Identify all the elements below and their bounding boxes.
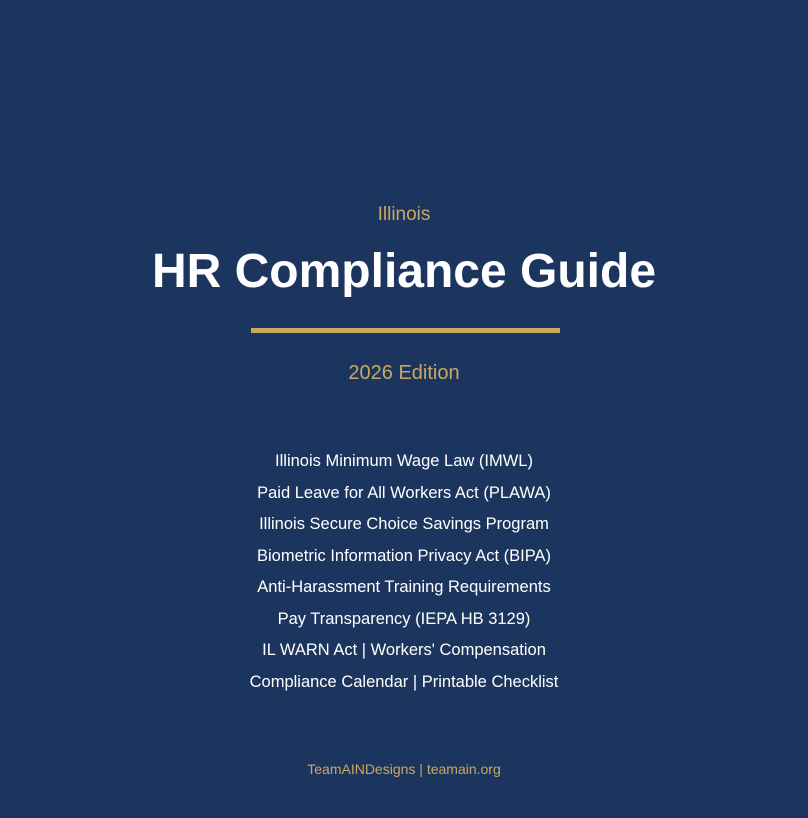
topic-item: Pay Transparency (IEPA HB 3129) bbox=[277, 609, 531, 628]
topic-item: Illinois Minimum Wage Law (IMWL) bbox=[275, 452, 533, 470]
topic-item: Illinois Secure Choice Savings Program bbox=[259, 515, 549, 533]
topic-item: Compliance Calendar | Printable Checklist bbox=[249, 672, 559, 691]
topic-item: Anti-Harassment Training Requirements bbox=[257, 578, 551, 596]
edition-label: 2026 Edition bbox=[348, 362, 460, 384]
topics-list bbox=[0, 446, 808, 698]
topic-item: IL WARN Act | Workers' Compensation bbox=[262, 641, 546, 659]
title-divider bbox=[251, 328, 560, 333]
topic-item: Paid Leave for All Workers Act (PLAWA) bbox=[257, 483, 551, 502]
guide-title: HR Compliance Guide bbox=[151, 245, 657, 298]
state-label: Illinois bbox=[377, 204, 431, 225]
topic-item: Biometric Information Privacy Act (BIPA) bbox=[256, 546, 552, 565]
publisher-footer: TeamAINDesigns | teamain.org bbox=[307, 761, 501, 777]
